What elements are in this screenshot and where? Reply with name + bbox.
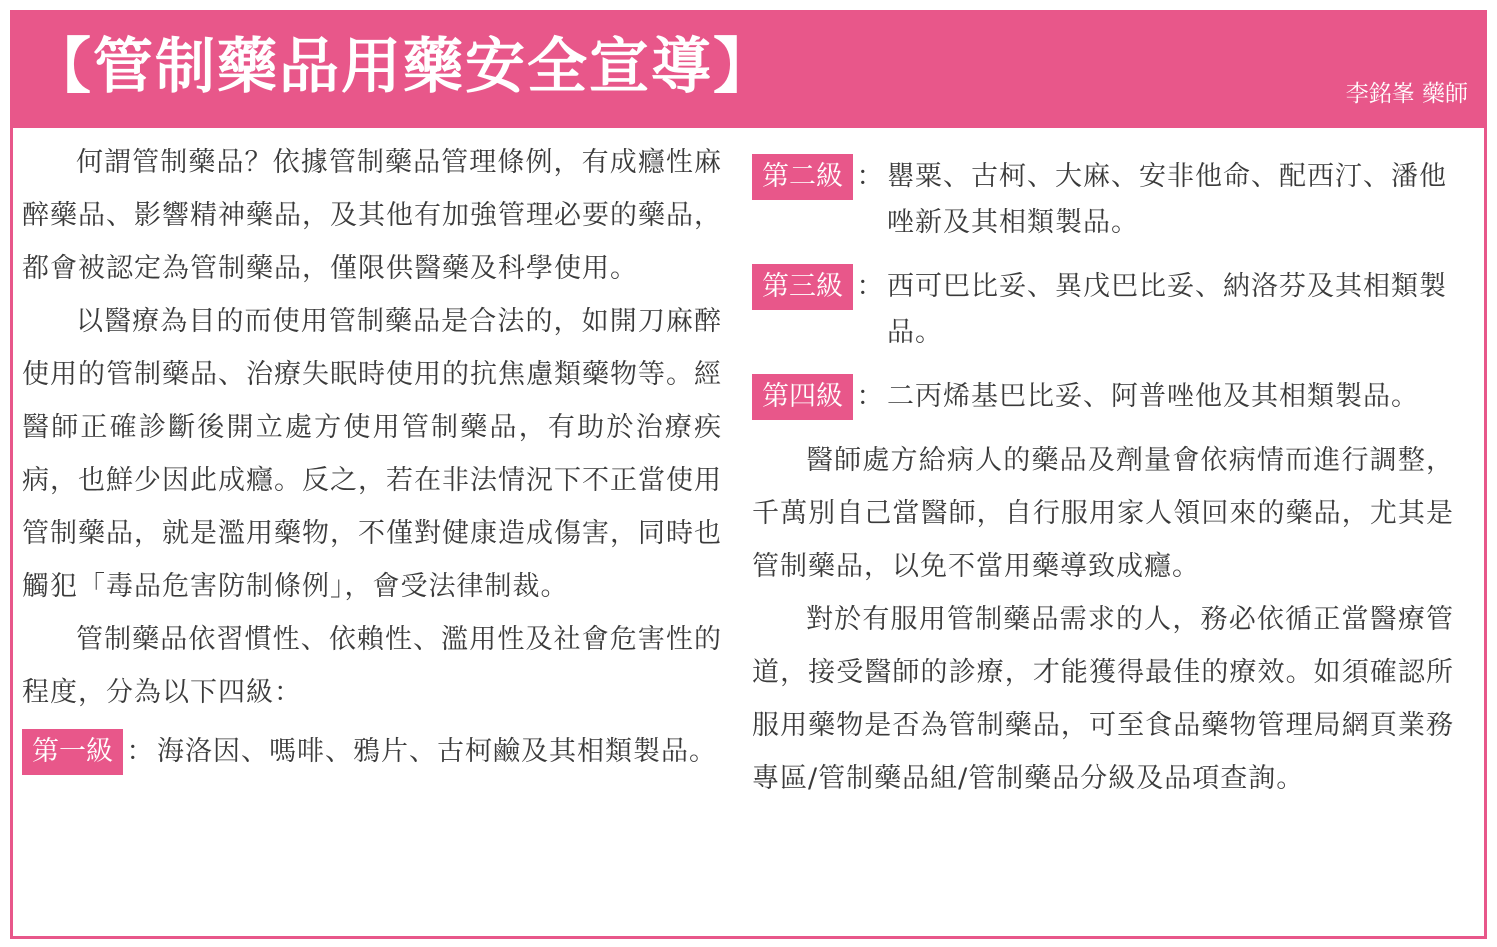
- right-column: [752, 136, 1454, 805]
- grade-colon: ：: [856, 161, 884, 192]
- paragraph-legal-use: 以醫療為目的而使用管制藥品是合法的，如開刀麻醉使用的管制藥品、治療失眠時使用的抗焦慮類藥物等。經醫師正確診斷後開立處方使用管制藥品，有助於治療疾病，也鮮少因此成癮。反之，若在非法情況下不正當使用管制藥品，就是濫用藥物，不僅對健康造成傷害，同時也觸犯「毒品危害防制條例」，會受法律制裁。: [22, 306, 722, 602]
- grade-badge-2: 第二級: [752, 154, 853, 200]
- grade-item-3: [752, 260, 1454, 356]
- grade-colon: ：: [856, 271, 884, 302]
- grade-colon: ：: [126, 736, 154, 767]
- paragraph-prescription: 醫師處方給病人的藥品及劑量會依病情而進行調整，千萬別自己當醫師，自行服用家人領回來的藥品，尤其是管制藥品，以免不當用藥導致成癮。: [752, 445, 1454, 582]
- grade-item-4: [752, 370, 1454, 420]
- paragraph-guidance: 對於有服用管制藥品需求的人，務必依循正當醫療管道，接受醫師的診療，才能獲得最佳的療效。如須確認所服用藥物是否為管制藥品，可至食品藥物管理局網頁業務專區/管制藥品組/管制藥品分級及品項查詢。: [752, 604, 1454, 794]
- page-title: 【管制藥品用藥安全宣導】: [31, 32, 775, 102]
- grade-colon: ：: [856, 381, 884, 412]
- grade-badge-3: 第三級: [752, 264, 853, 310]
- grade-badge-4: 第四級: [752, 374, 853, 420]
- grade-description-3: 西可巴比妥、異戊巴比妥、納洛芬及其相類製品。: [887, 271, 1447, 348]
- grade-item-1: [22, 725, 722, 775]
- grade-item-2: [752, 150, 1454, 246]
- author-byline: 李銘峯 藥師: [1345, 81, 1468, 107]
- paragraph-classification: 管制藥品依習慣性、依賴性、濫用性及社會危害性的程度，分為以下四級：: [22, 624, 722, 708]
- grade-badge-1: 第一級: [22, 729, 123, 775]
- paragraph-definition: 何謂管制藥品？依據管制藥品管理條例，有成癮性麻醉藥品、影響精神藥品，及其他有加強管理必要的藥品，都會被認定為管制藥品，僅限供醫藥及科學使用。: [22, 147, 722, 284]
- grade-description-4: 二丙烯基巴比妥、阿普唑他及其相類製品。: [887, 381, 1419, 412]
- left-column: [22, 136, 722, 775]
- header-banner: [13, 13, 1484, 128]
- grade-description-2: 罌粟、古柯、大麻、安非他命、配西汀、潘他唑新及其相類製品。: [887, 161, 1447, 238]
- grade-description-1: 海洛因、嗎啡、鴉片、古柯鹼及其相類製品。: [157, 736, 717, 767]
